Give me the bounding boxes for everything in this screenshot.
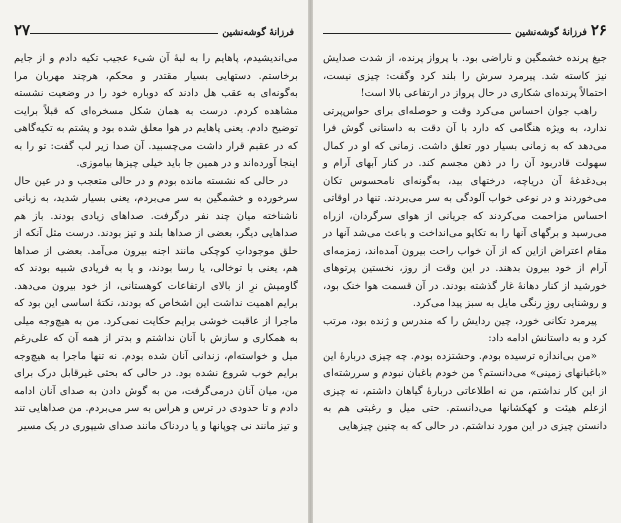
left-page-header (14, 18, 298, 38)
right-page (313, 0, 621, 523)
running-title: فرزانهٔ گوشه‌نشین (222, 27, 294, 38)
header-rule (30, 33, 218, 34)
right-page-header (323, 18, 607, 38)
paragraph: جیغ پرنده خشمگین و ناراضی بود. با پرواز پرنده، از شدت صدایش نیز کاسته شد. پیرمرد سرش را بلند کرد وگفت: چیزی نیست، احتمالاً پرنده‌ای شکاری در حال پرواز در ارتفاعی بالا است! (323, 53, 607, 99)
header-rule (323, 33, 511, 34)
paragraph: راهب جوان احساس می‌کرد وقت و حوصله‌ای برای حواس‌پرتی ندارد، به ویژه هنگامی که دارد با آن دقت به داستانی گوش فرا می‌دهد که به زمانی بسیار دور تعلق داشت. زمانی که او در کمال سهولت قادربود آن را در ذهن مجسم کند. در کنار آبهای آرام و بی‌دغدغهٔ آن دریاچه، درختهای بید، به‌گونه‌ای نامحسوس تکان می‌خوردند و در نوعی خواب آلودگی به سر می‌بردند. تنها در اوقاتی احساس مزاحمت می‌کردند که جریانی از هوای سرگردان، ازراه می‌رسید و برگهای آنها را به تکاپو می‌انداخت و باعث می‌شد آنها در مقام اعتراض ازاین که از آن خواب راحت بیرون آمده‌اند، زمزمه‌ای آرام از خود بیرون بدهند. در این وقت از روز، نخستین پرتوهای خورشید از کنار دهانهٔ غار گذشته بودند. در آن قسمت هوا خنک بود، و روشنایی روزِ رنگی مایل به سبز پیدا می‌کرد. (323, 105, 607, 309)
left-page (0, 0, 308, 523)
right-page-body (323, 50, 607, 435)
running-title: فرزانهٔ گوشه‌نشین (515, 27, 587, 38)
paragraph: پیرمرد تکانی خورد، چین ردایش را که مندرس و ژنده بود، مرتب کرد و به داستانش ادامه داد: (323, 315, 607, 344)
page-number: ۲۷ (14, 21, 31, 39)
paragraph: «من بی‌اندازه ترسیده بودم. وحشتزده بودم. چه چیزی دربارهٔ این «باغبانهای زمینی» می‌دانستم؟ من خودم باغبان نبودم و سررشته‌ای از این کار نداشتم، من نه اطلاعاتی دربارهٔ گیاهان داشتم، نه چیزی ازعلم هیئت و کهکشانها می‌دانستم. حتی میل و رغبتی هم به دانستن چیزی در این مورد نداشتم. در حالی که به چنین چیزهایی (323, 350, 607, 432)
left-page-body (14, 50, 298, 435)
paragraph: می‌اندیشیدم، پاهایم را به لبهٔ آن شیء عجیب تکیه دادم و از جایم برخاستم. دستهایی بسیار مقتدر و محکم، هرچند مهربان مرا به‌گونه‌ای به عقب هل دادند که دوباره خود را در وضعیت نشسته مشاهده کردم. درست به همان شکل مسخره‌ای که قبلاً برایت توضیح دادم. یعنی پاهایم در هوا معلق شده بود و پشتم به تکیه‌گاهی که در عقبم قرار داشت می‌چسبید. آن صدا زیر لب گفت: تو را به اینجا آورده‌اند و در همین جا باید خیلی چیزها بیاموزی. (14, 53, 298, 169)
page-number: ۲۶ (590, 21, 607, 39)
paragraph: در حالی که نشسته مانده بودم و در حالی متعجب و در عین حال سرخورده و خشمگین به سر می‌بردم، یعنی بسیار شدید، به زبانی ناشناخته میان چند نفر درگرفت. صداهای زیادی بودند. باز هم صداهایی دیگر، بعضی از صداها بلند و تیز بودند. درست مثل آنکه از حلق موجوداتِ کوچکی مانند اجنه بیرون می‌آمد. بعضی از صداها هم، یعنی با توخالی، یا رسا بودند، و یا به فریادی شبیه بودند که گاومیش نرِ از بالای ارتفاعات کوهستانی، از خود بیرون می‌دهد. برایم اهمیت نداشت این اشخاص که بودند، نکتهٔ اساسی این بود که ماجرا از عاقبت خوشی برایم حکایت نمی‌کرد. من به هیچ‌وجه میلی به همکاری و سازش با آنان نداشتم و بدتر از همه آن که علی‌رغم میل و خواسته‌ام، زندانی آنان شده بودم. نه تنها ماجرا به هیچ‌وجه برایم خوب شروع نشده بود. در حالی که بحثی غیرقابل درک برای من، میان آنان درمی‌گرفت، من به گوش دادن به صدای آنان ادامه دادم و تا حدودی در ترس و هراس به سر می‌بردم. من صداهایی تند و تیز مانند نی چوپانها و یا دردناک مانند صدای شیپوری در یک مسیر (14, 175, 298, 432)
